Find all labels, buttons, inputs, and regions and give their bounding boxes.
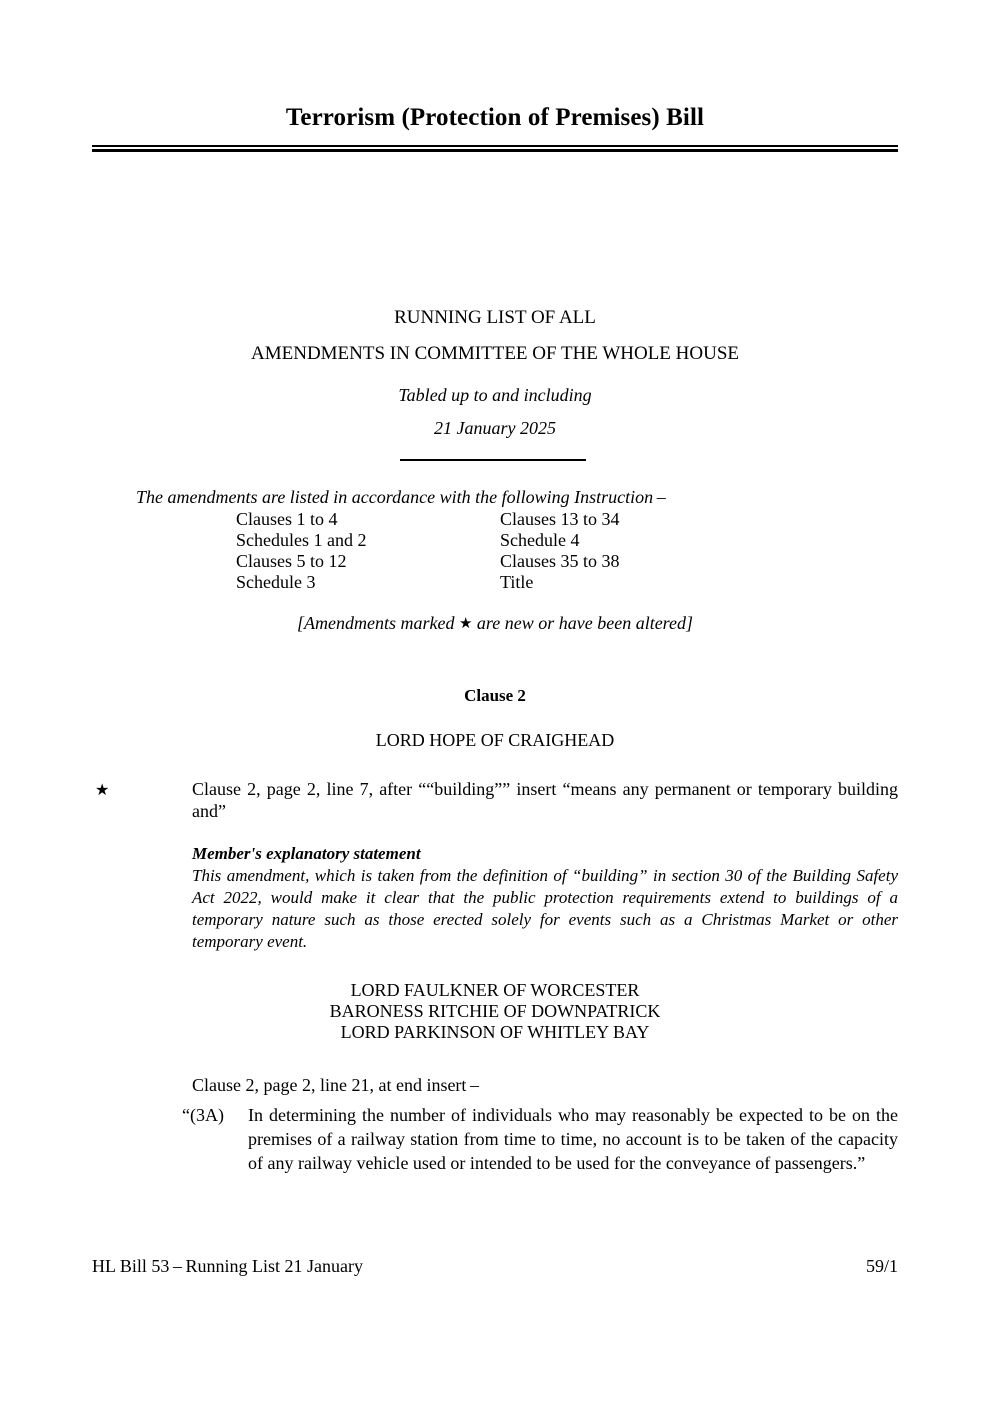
sponsor-name: LORD HOPE OF CRAIGHEAD: [375, 730, 615, 750]
sponsor-name: LORD PARKINSON OF WHITLEY BAY: [340, 1022, 650, 1042]
amendments-marked-note: [92, 613, 898, 634]
amendment-inserted-paragraph: [182, 1103, 898, 1175]
amendment-text: Clause 2, page 2, line 7, after ““building”” insert “means any permanent or temporary building and”: [192, 779, 898, 821]
instruction-row: [236, 509, 800, 530]
title-rule-thick: [92, 149, 898, 152]
instruction-item: Clauses 35 to 38: [500, 551, 620, 571]
instruction-intro: The amendments are listed in accordance with the following Instruction –: [136, 487, 666, 507]
running-list-heading-line2: AMENDMENTS IN COMMITTEE OF THE WHOLE HOUSE: [251, 343, 739, 364]
title-rule-thin: [92, 145, 898, 147]
marked-note-suffix: are new or have been altered]: [472, 613, 694, 633]
paragraph-number: “(3A): [182, 1105, 224, 1125]
footer-page-number: 59/1: [865, 1256, 898, 1276]
explanatory-statement: [192, 843, 898, 953]
sponsor-name: BARONESS RITCHIE OF DOWNPATRICK: [329, 1001, 661, 1021]
instruction-item: Schedules 1 and 2: [236, 530, 367, 550]
page-title: Terrorism (Protection of Premises) Bill: [285, 104, 705, 131]
title-double-rule: [92, 145, 898, 152]
instruction-item: Title: [500, 572, 534, 592]
sponsor-name: LORD FAULKNER OF WORCESTER: [350, 980, 640, 1000]
tabled-date: 21 January 2025: [434, 418, 556, 438]
instruction-row: [236, 551, 800, 572]
amendment-sponsor-list: [92, 730, 898, 751]
amendment-star-icon: ★: [95, 782, 110, 799]
instruction-item: Schedule 3: [236, 572, 316, 592]
instruction-list: [236, 509, 800, 593]
amendment-sponsor-list: [92, 980, 898, 1043]
instruction-item: Schedule 4: [500, 530, 580, 550]
amendment-lead-in: Clause 2, page 2, line 21, at end insert –: [192, 1075, 480, 1095]
clause-heading: Clause 2: [464, 686, 526, 705]
instruction-item: Clauses 13 to 34: [500, 509, 620, 529]
header-separator-rule: [400, 459, 586, 461]
instruction-row: [236, 530, 800, 551]
marked-note-prefix: [Amendments marked: [296, 613, 459, 633]
star-icon: ★: [458, 616, 473, 632]
instruction-row: [236, 572, 800, 593]
instruction-item: Clauses 5 to 12: [236, 551, 347, 571]
explanatory-statement-heading: Member's explanatory statement: [192, 844, 421, 863]
running-list-heading-line1: RUNNING LIST OF ALL: [394, 307, 596, 328]
page-footer: [92, 1256, 898, 1277]
explanatory-statement-body: This amendment, which is taken from the definition of “building” in section 30 of the Building Safety Act 2022, would make it clear that the public protection requirements extend to buildings of a temporary nature such as those erected solely for events such as a Christmas Market or other temporary event.: [192, 866, 898, 951]
paragraph-text: In determining the number of individuals who may reasonably be expected to be on the premises of a railway station from time to time, no account is to be taken of the capacity of any railway vehicle used or intended to be used for the conveyance of passengers.”: [248, 1105, 898, 1173]
instruction-item: Clauses 1 to 4: [236, 509, 338, 529]
tabled-label: Tabled up to and including: [398, 385, 592, 405]
footer-bill-reference: HL Bill 53 – Running List 21 January: [92, 1256, 364, 1276]
